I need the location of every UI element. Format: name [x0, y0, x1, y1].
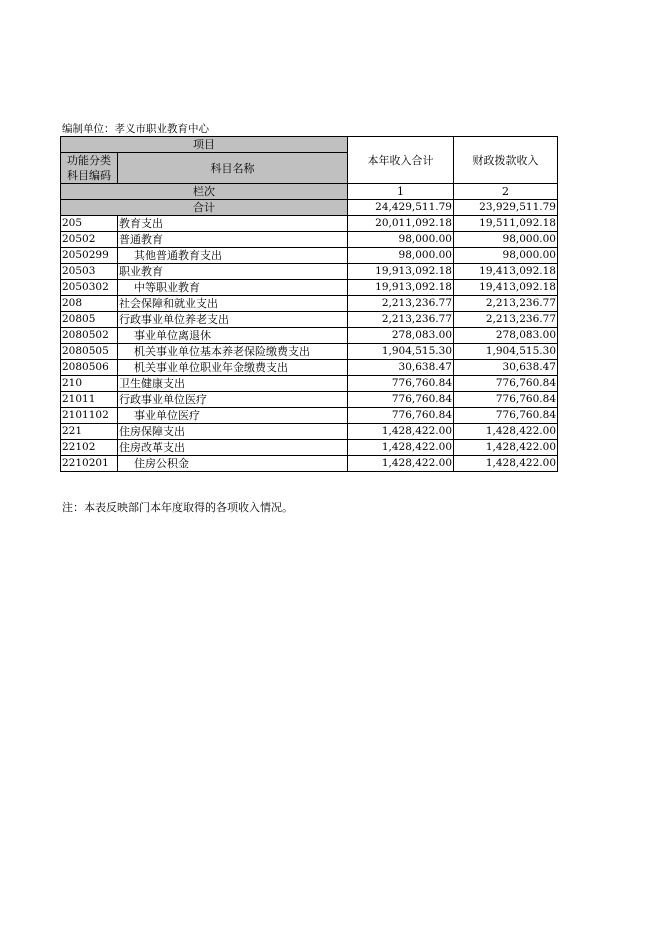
subject-name: 住房保障支出	[118, 424, 348, 440]
table-row	[61, 408, 558, 424]
total-income-value: 1,428,422.00	[348, 440, 454, 456]
fiscal-appropriation-value: 19,511,092.18	[454, 216, 558, 232]
subject-code: 2210201	[61, 456, 118, 472]
fiscal-appropriation-value: 2,213,236.77	[454, 296, 558, 312]
income-table	[60, 136, 558, 472]
total-income-value: 20,011,092.18	[348, 216, 454, 232]
total-income-value: 1,428,422.00	[348, 456, 454, 472]
subject-code: 208	[61, 296, 118, 312]
fiscal-appropriation-value: 98,000.00	[454, 248, 558, 264]
fiscal-appropriation-value: 19,413,092.18	[454, 280, 558, 296]
total-income-value: 19,913,092.18	[348, 264, 454, 280]
total-income-value: 776,760.84	[348, 376, 454, 392]
subject-name-header: 科目名称	[118, 153, 348, 184]
subject-code: 2050299	[61, 248, 118, 264]
project-group-header: 项目	[61, 137, 348, 153]
table-row	[61, 296, 558, 312]
total-row	[61, 200, 558, 216]
index-col2: 2	[454, 184, 558, 200]
total-income-value: 1,904,515.30	[348, 344, 454, 360]
total-income-value: 19,913,092.18	[348, 280, 454, 296]
fiscal-appropriation-value: 1,428,422.00	[454, 424, 558, 440]
table-row	[61, 392, 558, 408]
fiscal-appropriation-value: 30,638.47	[454, 360, 558, 376]
fiscal-appropriation-value: 2,213,236.77	[454, 312, 558, 328]
subject-code: 20503	[61, 264, 118, 280]
subject-name: 机关事业单位基本养老保险缴费支出	[118, 344, 348, 360]
table-row	[61, 328, 558, 344]
table-row	[61, 232, 558, 248]
subject-code: 20805	[61, 312, 118, 328]
subject-name: 职业教育	[118, 264, 348, 280]
table-body	[61, 216, 558, 472]
fiscal-appropriation-value: 1,428,422.00	[454, 456, 558, 472]
unit-label: 编制单位：孝义市职业教育中心	[62, 123, 209, 135]
total-income-value: 30,638.47	[348, 360, 454, 376]
subject-name: 社会保障和就业支出	[118, 296, 348, 312]
subject-code: 205	[61, 216, 118, 232]
fiscal-appropriation-value: 776,760.84	[454, 376, 558, 392]
fiscal-appropriation-value: 1,428,422.00	[454, 440, 558, 456]
subject-name: 机关事业单位职业年金缴费支出	[118, 360, 348, 376]
total-label: 合计	[61, 200, 348, 216]
total-income-value: 98,000.00	[348, 248, 454, 264]
subject-name: 中等职业教育	[118, 280, 348, 296]
footnote: 注：本表反映部门本年度取得的各项收入情况。	[62, 501, 293, 514]
subject-name: 其他普通教育支出	[118, 248, 348, 264]
fiscal-appropriation-value: 278,083.00	[454, 328, 558, 344]
subject-code: 21011	[61, 392, 118, 408]
subject-code: 20502	[61, 232, 118, 248]
table-row	[61, 264, 558, 280]
table-row	[61, 280, 558, 296]
table-row	[61, 424, 558, 440]
subject-code: 22102	[61, 440, 118, 456]
subject-name: 普通教育	[118, 232, 348, 248]
table-row	[61, 248, 558, 264]
index-row	[61, 184, 558, 200]
subject-code: 221	[61, 424, 118, 440]
subject-code: 2080502	[61, 328, 118, 344]
subject-name: 事业单位离退休	[118, 328, 348, 344]
fiscal-appropriation-value: 98,000.00	[454, 232, 558, 248]
fiscal-appropriation-value: 19,413,092.18	[454, 264, 558, 280]
subject-code: 2080505	[61, 344, 118, 360]
index-label: 栏次	[61, 184, 348, 200]
function-code-header: 功能分类 科目编码	[61, 153, 118, 184]
total-fiscal-value: 23,929,511.79	[454, 200, 558, 216]
total-income-value: 776,760.84	[348, 408, 454, 424]
total-income-value: 278,083.00	[348, 328, 454, 344]
table-row	[61, 376, 558, 392]
subject-name: 行政事业单位医疗	[118, 392, 348, 408]
index-col1: 1	[348, 184, 454, 200]
subject-code: 2050302	[61, 280, 118, 296]
subject-code: 210	[61, 376, 118, 392]
fiscal-appropriation-value: 776,760.84	[454, 408, 558, 424]
table-row	[61, 216, 558, 232]
total-income-value: 1,428,422.00	[348, 424, 454, 440]
total-income-value: 24,429,511.79	[348, 200, 454, 216]
subject-name: 教育支出	[118, 216, 348, 232]
table-row	[61, 344, 558, 360]
table-row	[61, 456, 558, 472]
subject-name: 住房改革支出	[118, 440, 348, 456]
fiscal-appropriation-header: 财政拨款收入	[454, 137, 558, 184]
subject-name: 事业单位医疗	[118, 408, 348, 424]
total-income-value: 776,760.84	[348, 392, 454, 408]
subject-code: 2101102	[61, 408, 118, 424]
fiscal-appropriation-value: 776,760.84	[454, 392, 558, 408]
total-income-value: 2,213,236.77	[348, 296, 454, 312]
subject-name: 行政事业单位养老支出	[118, 312, 348, 328]
total-income-value: 2,213,236.77	[348, 312, 454, 328]
table-row	[61, 360, 558, 376]
table-row	[61, 440, 558, 456]
subject-code: 2080506	[61, 360, 118, 376]
total-income-header: 本年收入合计	[348, 137, 454, 184]
fiscal-appropriation-value: 1,904,515.30	[454, 344, 558, 360]
table-row	[61, 312, 558, 328]
total-income-value: 98,000.00	[348, 232, 454, 248]
subject-name: 住房公积金	[118, 456, 348, 472]
header-row-group	[61, 137, 558, 153]
subject-name: 卫生健康支出	[118, 376, 348, 392]
